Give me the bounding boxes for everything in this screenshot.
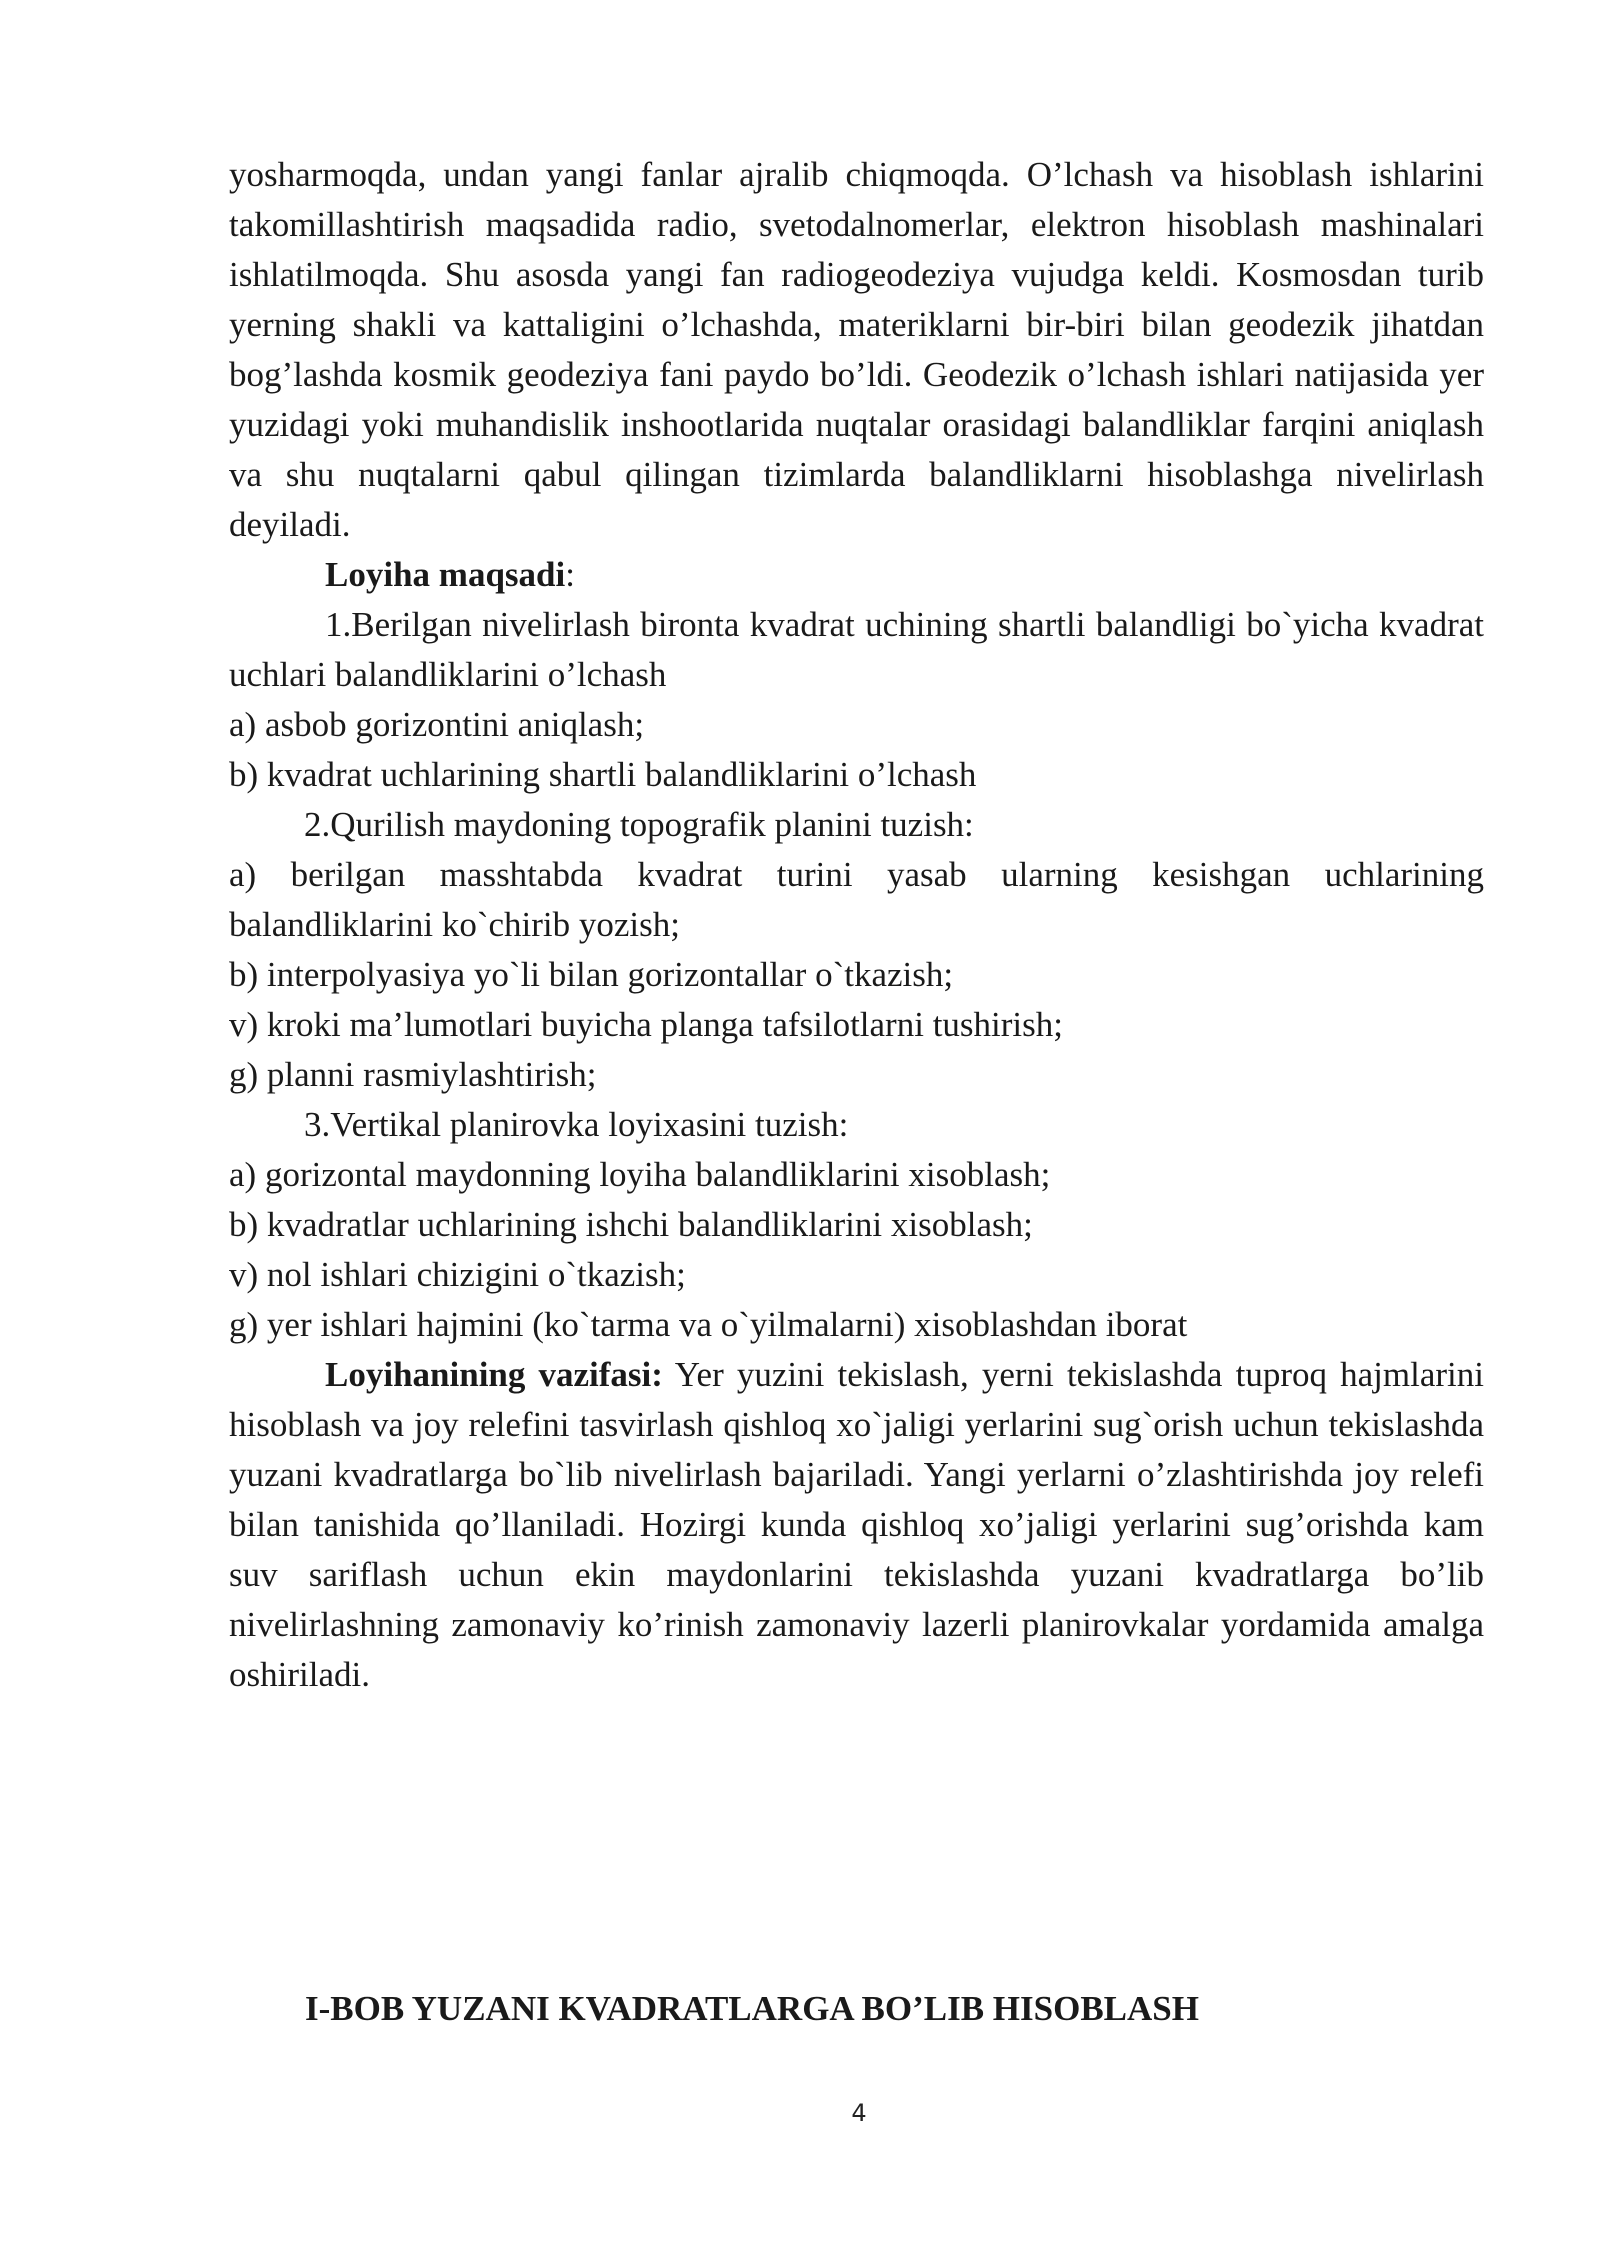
goal-item-2-v: v) kroki ma’lumotlari buyicha planga tafsilotlarni tushirish; bbox=[229, 1005, 1063, 1044]
goal-item-3-v: v) nol ishlari chizigini o`tkazish; bbox=[229, 1255, 686, 1294]
chapter-heading: I-BOB YUZANI KVADRATLARGA BO’LIB HISOBLASH bbox=[305, 1989, 1199, 2028]
goal-item-2-g: g) planni rasmiylashtirish; bbox=[229, 1055, 597, 1094]
goal-item-1-b: b) kvadrat uchlarining shartli balandliklarini o’lchash bbox=[229, 755, 977, 794]
goal-item-1-a: a) asbob gorizontini aniqlash; bbox=[229, 705, 645, 744]
goal-item-3-b: b) kvadratlar uchlarining ishchi balandliklarini xisoblash; bbox=[229, 1205, 1033, 1244]
page-body bbox=[229, 150, 1484, 1700]
goal-item-2-a: a) berilgan masshtabda kvadrat turini yasab ularning kesishgan uchlarining balandliklarini ko`chirib yozish; bbox=[229, 855, 1484, 944]
goal-item-3-a: a) gorizontal maydonning loyiha balandliklarini xisoblash; bbox=[229, 1155, 1051, 1194]
goals-title: Loyiha maqsadi bbox=[325, 555, 566, 594]
goal-item-3-g: g) yer ishlari hajmini (ko`tarma va o`yilmalarni) xisoblashdan iborat bbox=[229, 1305, 1188, 1344]
tasks-paragraph bbox=[229, 1350, 1484, 1700]
goal-item-2-b: b) interpolyasiya yo`li bilan gorizontallar o`tkazish; bbox=[229, 955, 954, 994]
goal-item-3: 3.Vertikal planirovka loyixasini tuzish: bbox=[304, 1105, 849, 1144]
goals-heading bbox=[229, 550, 1484, 600]
intro-paragraph: yosharmoqda, undan yangi fanlar ajralib chiqmoqda. O’lchash va hisoblash ishlarini takomillashtirish maqsadida radio, svetodalnomerlar, elektron hisoblash mashinalari ishlatilmoqda. Shu asosda yangi fan radiogeodeziya vujudga keldi. Kosmosdan turib yerning shakli va kattaligini o’lchashda, materiklarni bir-biri bilan geodezik jihatdan bog’lashda kosmik geodeziya fani paydo bo’ldi. Geodezik o’lchash ishlari natijasida yer yuzidagi yoki muhandislik inshootlarida nuqtalar orasidagi balandliklar farqini aniqlash va shu nuqtalarni qabul qilingan tizimlarda balandliklarni hisoblashga nivelirlash deyiladi. bbox=[229, 155, 1484, 544]
tasks-text: Yer yuzini tekislash, yerni tekislashda tuproq hajmlarini hisoblash va joy relefini tasvirlash qishloq xo`jaligi yerlarini sug`orish uchun tekislashda yuzani kvadratlarga bo`lib nivelirlash bajariladi. Yangi yerlarni o’zlashtirishda joy relefi bilan tanishida qo’llaniladi. Hozirgi kunda qishloq xo’jaligi yerlarini sug’orishda kam suv sariflash uchun ekin maydonlarini tekislashda yuzani kvadratlarga bo’lib nivelirlashning zamonaviy ko’rinish zamonaviy lazerli planirovkalar yordamida amalga oshiriladi. bbox=[229, 1355, 1484, 1694]
page-number: 4 bbox=[851, 2099, 867, 2127]
goal-item-1: 1.Berilgan nivelirlash bironta kvadrat uchining shartli balandligi bo`yicha kvadrat uchlari balandliklarini o’lchash bbox=[229, 605, 1484, 694]
goals-title-colon: : bbox=[565, 555, 575, 594]
tasks-title: Loyihanining vazifasi: bbox=[325, 1355, 663, 1394]
goal-item-2: 2.Qurilish maydoning topografik planini tuzish: bbox=[304, 805, 974, 844]
